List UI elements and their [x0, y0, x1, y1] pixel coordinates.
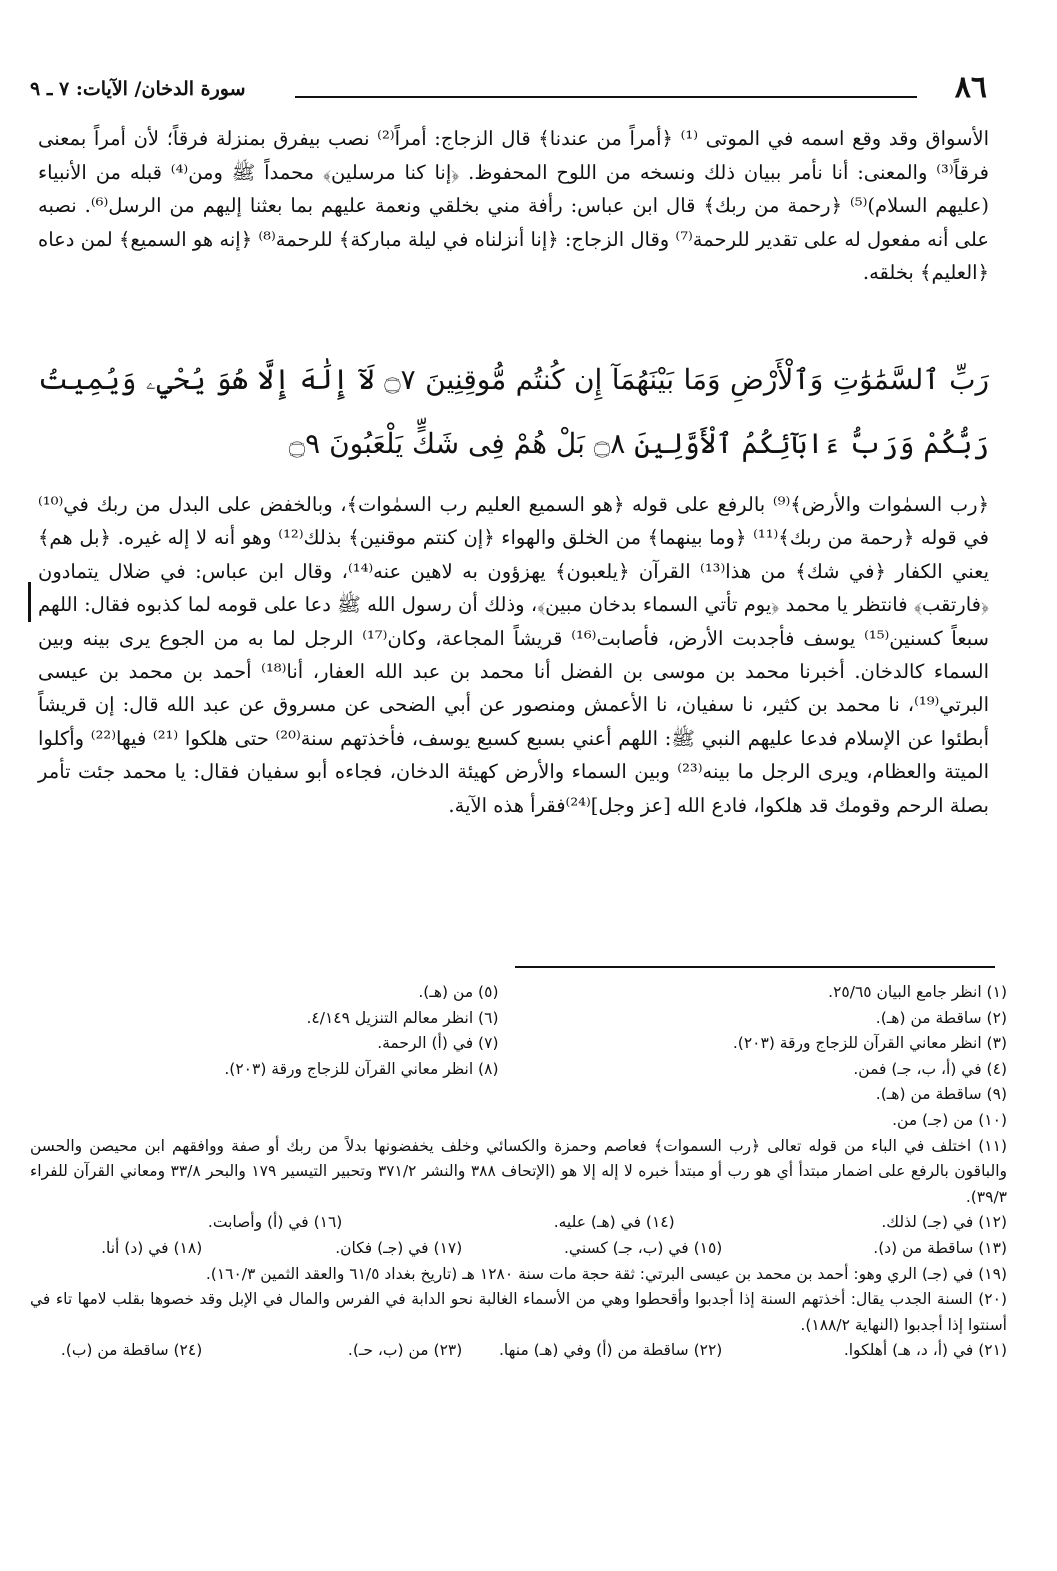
footnote: (٤) في (أ، ب، جـ) فمن.	[853, 1059, 1007, 1078]
footnote: (١٤) في (هـ) عليه.	[553, 1213, 675, 1232]
header-rule	[295, 96, 917, 98]
footnote: (٢٣) من (ب، حـ).	[347, 1341, 463, 1360]
quran-verse: رَبِّ ٱلسَّمَٰوَٰتِ وَٱلْأَرْضِ وَمَا بَيْنَهُمَآ إِن كُنتُم مُّوقِنِينَ ۝٧ لَآ إِلَٰهَ إِلَّا هُوَ يُحْيِۦ وَيُمِيتُ رَبُّكُمْ وَرَبُّ ءَابَآئِكُمُ ٱلْأَوَّلِينَ ۝٨ بَلْ هُمْ فِى شَكٍّ يَلْعَبُونَ ۝٩	[38, 363, 990, 460]
footnote: (٢) ساقطة من (هـ).	[875, 1008, 1007, 1027]
footnote: (٦) انظر معالم التنزيل ٤/١٤٩.	[306, 1008, 499, 1027]
footnote: (١) انظر جامع البيان ٢٥/٦٥.	[828, 983, 1007, 1001]
intro-commentary	[38, 122, 989, 290]
footnote-row	[30, 1236, 1007, 1262]
footnote: (٥) من (هـ).	[418, 983, 499, 1001]
page-header	[30, 70, 987, 110]
footnote: (١٧) في (جـ) فكان.	[335, 1238, 463, 1257]
footnote: (١٥) في (ب، جـ) كسني.	[564, 1238, 723, 1257]
footnotes	[30, 980, 1007, 1364]
footnote: (١٩) في (جـ) الري وهو: أحمد بن محمد بن عيسى البرتي: ثقة حجة مات سنة ١٢٨٠ هـ (تاريخ بغداد ٦١/٥ والعقد الثمين ١٦٠/٣).	[205, 1264, 1007, 1283]
footnote: (١٠) من (جـ) من.	[892, 1110, 1007, 1129]
footnote: (٨) انظر معاني القرآن للزجاج ورقة (٢٠٣).	[224, 1059, 499, 1078]
footnote: (٢٤) ساقطة من (ب).	[60, 1341, 203, 1360]
margin-mark	[28, 582, 31, 622]
footnote: (٢٢) ساقطة من (أ) وفي (هـ) منها.	[498, 1341, 723, 1360]
footnote: (١٦) في (أ) وأصابت.	[207, 1213, 343, 1232]
page-number: ٨٦	[954, 70, 987, 105]
footnote: (٩) ساقطة من (هـ).	[875, 1085, 1007, 1104]
footnote: (٧) في (أ) الرحمة.	[377, 1034, 499, 1053]
footnote-divider	[515, 966, 995, 968]
footnote: (١٢) في (جـ) لذلك.	[881, 1213, 1007, 1232]
footnote-row	[30, 1210, 1007, 1236]
footnote: (١٣) ساقطة من (د).	[873, 1238, 1007, 1257]
verse-commentary: ﴿رب السمٰوات والأرض﴾⁽⁹⁾ بالرفع على قوله ﴿هو السميع العليم رب السمٰوات﴾، وبالخفض على البدل من ربك في⁽¹⁰⁾ في قوله ﴿رحمة من ربك﴾⁽¹¹⁾ ﴿وما بينهما﴾ من الخلق والهواء ﴿إن كنتم موقنين﴾ بذلك⁽¹²⁾ وهو أنه لا إله غيره. ﴿بل هم﴾ يعني الكفار ﴿في شك﴾ من هذا⁽¹³⁾ القرآن ﴿يلعبون﴾ يهزؤون به لاهين عنه⁽¹⁴⁾، وقال ابن عباس: في ضلال يتمادون ﴿فارتقب﴾ فانتظر يا محمد ﴿يوم تأتي السماء بدخان مبين﴾، وذلك أن رسول الله ﷺ دعا على قومه لما كذبوه فقال: اللهم سبعاً كسنين⁽¹⁵⁾ يوسف فأجدبت الأرض، فأصابت⁽¹⁶⁾ قريشاً المجاعة، وكان⁽¹⁷⁾ الرجل لما به من الجوع يرى بينه وبين السماء كالدخان. أخبرنا محمد بن موسى بن الفضل أنا محمد بن عبد الله العفار، أنا⁽¹⁸⁾ أحمد بن محمد بن عيسى البرتي⁽¹⁹⁾، نا محمد بن كثير، نا سفيان، نا الأعمش ومنصور عن أبي الضحى عن مسروق عن عبد الله قال: إن قريشاً أبطئوا عن الإسلام فدعا عليهم النبي ﷺ: اللهم أعني بسبع كسبع يوسف، فأخذتهم سنة⁽²⁰⁾ حتى هلكوا ⁽²¹⁾ فيها⁽²²⁾ وأكلوا الميتة والعظام، ويرى الرجل ما بينه⁽²³⁾ وبين السماء والأرض كهيئة الدخان، فجاءه أبو سفيان فقال: يا محمد جئت تأمر بصلة الرحم وقومك قد هلكوا، فادع الله [عز وجل]⁽²⁴⁾فقرأ هذه الآية.	[38, 493, 990, 817]
footnote-row	[30, 1338, 1007, 1364]
page-title: سورة الدخان/ الآيات: ٧ ـ ٩	[30, 78, 246, 100]
footnote: (٢١) في (أ، د، هـ) أهلكوا.	[843, 1341, 1007, 1360]
footnote-columns	[30, 980, 1007, 1082]
footnote: (٢٠) السنة الجدب يقال: أخذتهم السنة إذا أجدبوا وأقحطوا وهي من الأسماء الغالبة نحو الدابة في الفرس والمال في الإبل وقد خصوها بقلب لامها تاء في أسنتوا إذا أجدبوا (النهاية ١٨٨/٢).	[30, 1290, 1007, 1334]
footnote: (٣) انظر معاني القرآن للزجاج ورقة (٢٠٣).	[732, 1034, 1007, 1053]
paragraph: الأسواق وقد وقع اسمه في الموتى ⁽¹⁾ ﴿أمراً من عندنا﴾ قال الزجاج: أمراً⁽²⁾ نصب بيفرق بمنزلة فرقاً؛ لأن أمراً بمعنى فرقاً⁽³⁾ والمعنى: أنا نأمر ببيان ذلك ونسخه من اللوح المحفوظ. ﴿إنا كنا مرسلين﴾ محمداً ﷺ ومن⁽⁴⁾ قبله من الأنبياء (عليهم السلام)⁽⁵⁾ ﴿رحمة من ربك﴾ قال ابن عباس: رأفة مني بخلقي ونعمة عليهم بما بعثنا إليهم من الرسل⁽⁶⁾. نصبه على أنه مفعول له على تقدير للرحمة⁽⁷⁾ وقال الزجاج: ﴿إنا أنزلناه في ليلة مباركة﴾ للرحمة⁽⁸⁾ ﴿إنه هو السميع﴾ لمن دعاه ﴿العليم﴾ بخلقه.	[38, 127, 990, 285]
footnote: (١٨) في (د) أنا.	[101, 1238, 203, 1257]
footnote: (١١) اختلف في الباء من قوله تعالى ﴿رب السموات﴾ فعاصم وحمزة والكسائي وخلف يخفضونها بدلاً من ربك أو صفة ووافقهم ابن محيصن والحسن والباقون بالرفع على اضمار مبتدأ أي هو رب أو مبتدأ خبره لا إله إلا هو (الإتحاف ٣٨٨ والنشر ٣٧١/٢ وتحبير التيسير ١٧٩ والبحر ٣٣/٨ ومعاني القرآن للفراء ٣٩/٣).	[30, 1136, 1007, 1206]
